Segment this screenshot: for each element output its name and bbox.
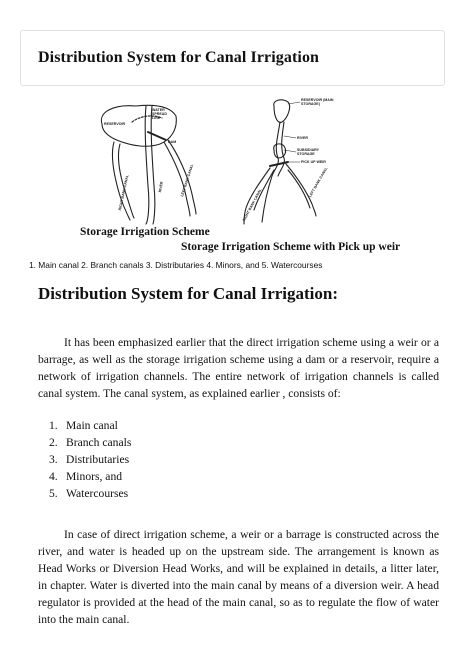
subsidiary-storage bbox=[274, 144, 286, 158]
right-reservoir-label: RESERVOIR (MAIN STORAGE) bbox=[301, 98, 334, 106]
list-item bbox=[38, 417, 131, 434]
left-water-line-label: WATER SPREAD LINE bbox=[152, 108, 167, 120]
figure-caption: 1. Main canal 2. Branch canals 3. Distributaries 4. Minors, and 5. Watercourses bbox=[29, 260, 323, 270]
list-item bbox=[38, 468, 131, 485]
list-text: Distributaries bbox=[66, 453, 130, 466]
left-left-bank-label: LEFT BANK CANAL bbox=[180, 163, 195, 198]
list-item bbox=[38, 434, 131, 451]
list-item bbox=[38, 451, 131, 468]
list-text: Minors, and bbox=[66, 470, 123, 483]
left-reservoir-label: RESERVOIR bbox=[104, 122, 126, 126]
paragraph-intro: It has been emphasized earlier that the direct irrigation scheme using a weir or a barrage, as well as the storage irrigation scheme using a dam or a reservoir, require a network of irrigation channels. The entire network of irrigation channels is called canal system. The canal system, as explained earlier , consists of: bbox=[38, 336, 439, 400]
list-number: 1. bbox=[49, 419, 58, 432]
page-title: Distribution System for Canal Irrigation bbox=[38, 49, 320, 66]
right-river-label: RIVER bbox=[297, 136, 308, 140]
left-dam-label: DAM bbox=[168, 140, 177, 144]
paragraph-direct-scheme: In case of direct irrigation scheme, a weir or a barrage is constructed across the river, and water is headed up on the upstream side. The arrangement is known as Head Works or Diversion Head Works, and will be explained in details, a litter later, in chapter. Water is diverted into the main canal by means of a diversion weir. A head regulator is provided at the head of the main canal, so as to regulate the flow of water into the main canal. bbox=[38, 528, 439, 626]
left-dam bbox=[148, 132, 166, 140]
left-river-line-b bbox=[151, 106, 155, 224]
left-river-label: RIVER bbox=[158, 181, 164, 193]
list-number: 5. bbox=[49, 487, 58, 500]
caption-storage-scheme: Storage Irrigation Scheme bbox=[80, 226, 210, 238]
left-river-line-a bbox=[145, 106, 149, 224]
section-heading: Distribution System for Canal Irrigation: bbox=[38, 284, 339, 303]
pickup-weir-label: PICK UP WEIR bbox=[301, 160, 326, 164]
subsidiary-storage-label: SUBSIDIARY STORAGE bbox=[297, 148, 319, 156]
canal-system-list bbox=[38, 417, 131, 502]
right-river-line-a bbox=[262, 122, 280, 222]
list-text: Branch canals bbox=[66, 436, 132, 449]
list-text: Watercourses bbox=[66, 487, 129, 500]
right-reservoir-outline bbox=[274, 100, 290, 122]
list-text: Main canal bbox=[66, 419, 118, 432]
right-right-bank-label: RIGHT BANK CANAL bbox=[242, 188, 263, 222]
list-number: 3. bbox=[49, 453, 58, 466]
pickup-weir bbox=[270, 162, 288, 166]
left-right-bank-label: RIGHT BANK CANAL bbox=[118, 174, 130, 211]
right-left-bank-label: LEFT BANK CANAL bbox=[308, 166, 329, 198]
caption-pickup-scheme: Storage Irrigation Scheme with Pick up weir bbox=[181, 241, 401, 253]
title-card bbox=[20, 30, 445, 86]
list-number: 4. bbox=[49, 470, 58, 483]
irrigation-scheme-figure bbox=[74, 96, 424, 254]
list-item bbox=[38, 485, 131, 502]
list-number: 2. bbox=[49, 436, 58, 449]
